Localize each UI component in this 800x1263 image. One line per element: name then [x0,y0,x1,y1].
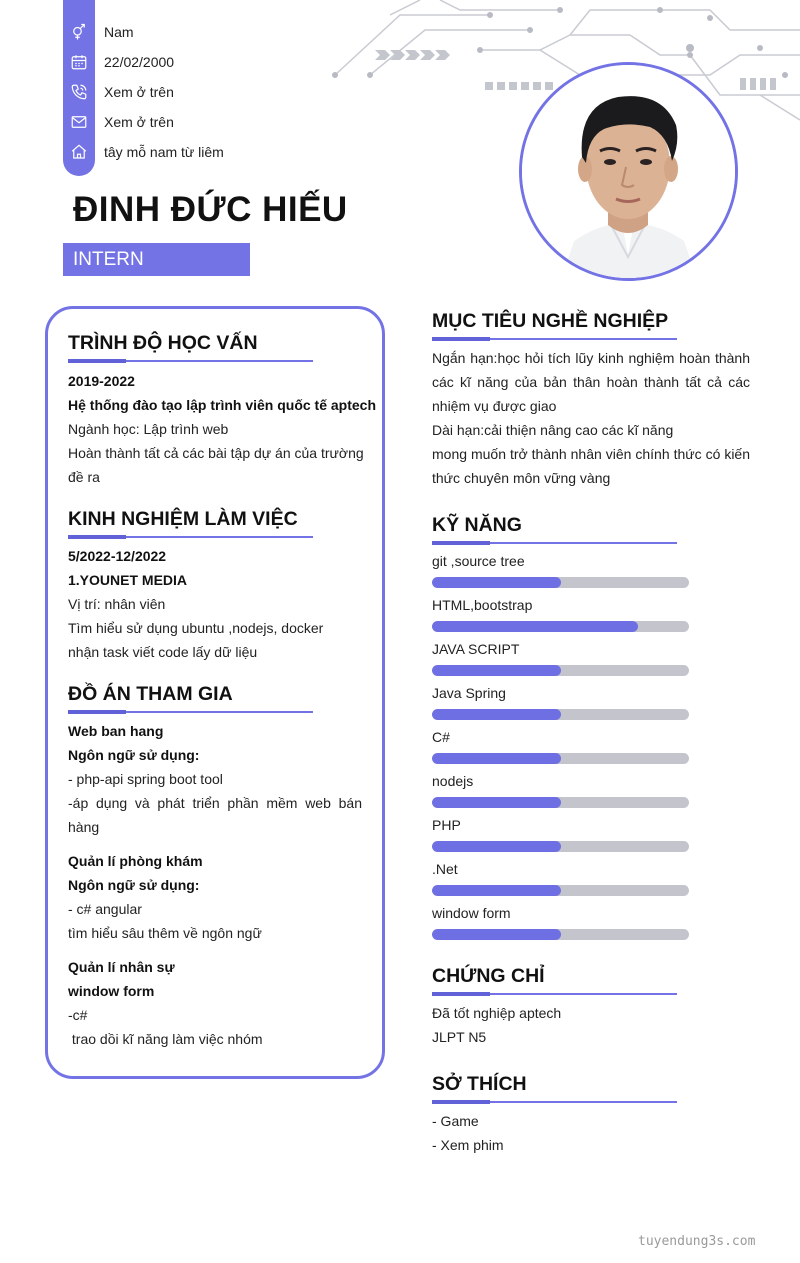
skill-bar-fill [432,621,638,632]
certificates-underline [432,993,677,995]
skill-bar-fill [432,797,561,808]
skills-title: KỸ NĂNG [432,514,522,536]
gender-text: Nam [104,24,134,40]
objective-text: Ngắn hạn:học hỏi tích lũy kinh nghiệm hoàn thành [432,350,750,366]
email-text: Xem ở trên [104,114,174,130]
skill-bar-fill [432,841,561,852]
project-detail: - php-api spring boot tool [68,771,223,787]
hobby-item: - Xem phim [432,1137,504,1153]
experience-underline [68,536,313,538]
certificate-item: JLPT N5 [432,1029,487,1045]
objective-text: thức chuyên môn vững vàng [432,470,611,486]
skill-bar [432,929,689,940]
portrait-image [522,65,735,278]
birthday-text: 22/02/2000 [104,54,175,70]
experience-company: 1.YOUNET MEDIA [68,572,188,588]
project-lang-label: Ngôn ngữ sử dụng: [68,747,200,763]
hobby-item: - Game [432,1113,479,1129]
projects-underline [68,711,313,713]
experience-task: Tìm hiểu sử dụng ubuntu ,nodejs, docker [68,620,324,636]
skill-bar [432,577,689,588]
certificate-item: Đã tốt nghiệp aptech [432,1005,562,1021]
project-detail: tìm hiểu sâu thêm về ngôn ngữ [68,925,262,941]
email-icon [63,113,95,131]
education-underline [68,360,313,362]
skill-label: JAVA SCRIPT [432,641,520,657]
skill-label: HTML,bootstrap [432,597,533,613]
project-detail: -c# [68,1007,88,1023]
objective-text: các kĩ năng của bản thân hoàn thành tất cả các [432,374,750,390]
skill-label: C# [432,729,450,745]
experience-task: nhận task viết code lấy dữ liệu [68,644,258,660]
objective-text: nhiệm vụ được giao [432,398,557,414]
skill-bar [432,709,689,720]
projects-title: ĐỒ ÁN THAM GIA [68,683,233,705]
gender-icon [63,23,95,41]
skill-label: window form [432,905,511,921]
skills-underline [432,542,677,544]
phone-icon [63,83,95,101]
skill-bar-fill [432,753,561,764]
education-school: Hệ thống đào tạo lập trình viên quốc tế aptech [68,397,377,413]
phone-text: Xem ở trên [104,84,174,100]
education-major: Ngành học: Lập trình web [68,421,229,437]
skill-label: nodejs [432,773,474,789]
skill-label: .Net [432,861,458,877]
project-detail: hàng [68,819,100,835]
education-desc-cont: đề ra [68,469,100,485]
objective-text: mong muốn trở thành nhân viên chính thức có kiến [432,446,750,462]
skill-bar [432,797,689,808]
contact-gender [63,17,134,47]
objective-text: Dài hạn:cải thiện nâng cao các kĩ năng [432,422,674,438]
skill-bar [432,621,689,632]
objective-underline [432,338,677,340]
contact-phone [63,77,174,107]
address-text: tây mỗ nam từ liêm [104,144,224,160]
education-period: 2019-2022 [68,373,135,389]
project-lang-label: window form [68,983,155,999]
skill-label: PHP [432,817,461,833]
contact-birthday [63,47,174,77]
skill-bar-fill [432,885,561,896]
position-badge: INTERN [63,243,250,276]
experience-role: Vị trí: nhân viên [68,596,166,612]
full-name: ĐINH ĐỨC HIẾU [73,190,348,229]
hobbies-underline [432,1101,677,1103]
project-detail: trao dồi kĩ năng làm việc nhóm [68,1031,263,1047]
contact-address [63,137,224,167]
skill-bar [432,841,689,852]
skill-bar [432,665,689,676]
skill-bar [432,753,689,764]
skill-bar [432,885,689,896]
skill-bar-fill [432,709,561,720]
calendar-icon [63,53,95,71]
project-detail: -áp dụng và phát triển phần mềm web bán [68,795,362,811]
education-desc: Hoàn thành tất cả các bài tập dự án của trường [68,445,364,461]
watermark: tuyendung3s.com [638,1234,756,1249]
experience-title: KINH NGHIỆM LÀM VIỆC [68,508,298,530]
objective-title: MỤC TIÊU NGHỀ NGHIỆP [432,310,669,332]
project-lang-label: Ngôn ngữ sử dụng: [68,877,200,893]
skill-bar-fill [432,665,561,676]
contact-email [63,107,174,137]
project-detail: - c# angular [68,901,142,917]
skill-bar-fill [432,929,561,940]
skill-bar-fill [432,577,561,588]
skill-label: git ,source tree [432,553,525,569]
project-name: Quản lí nhân sự [68,959,175,975]
project-name: Quản lí phòng khám [68,853,203,869]
hobbies-title: SỞ THÍCH [432,1073,527,1095]
certificates-title: CHỨNG CHỈ [432,965,545,987]
education-title: TRÌNH ĐỘ HỌC VẤN [68,332,258,354]
profile-photo [519,62,738,281]
experience-period: 5/2022-12/2022 [68,548,167,564]
project-name: Web ban hang [68,723,164,739]
skill-label: Java Spring [432,685,506,701]
home-icon [63,143,95,161]
